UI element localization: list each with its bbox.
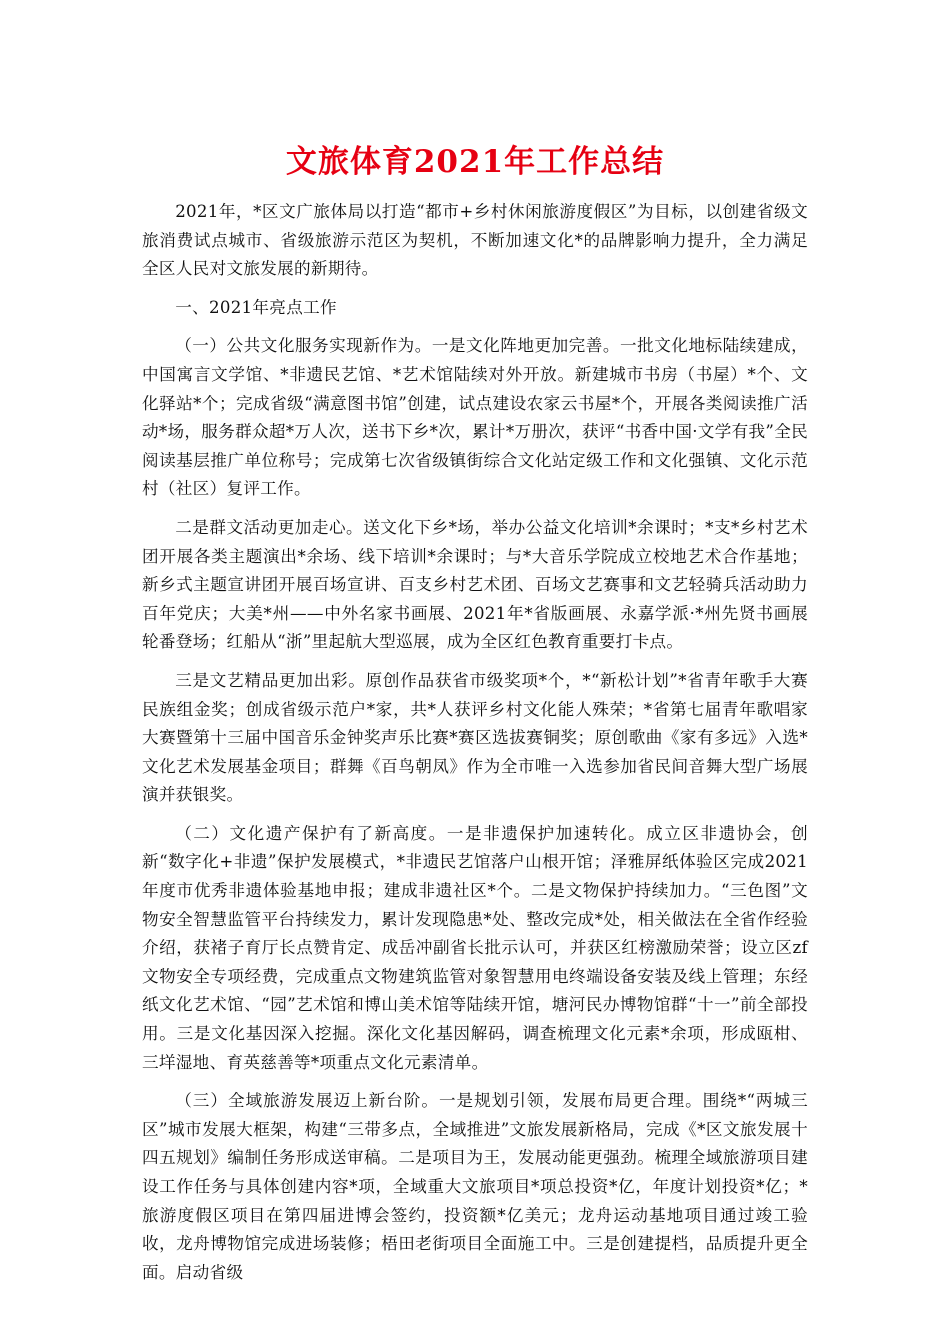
document-title: 文旅体育2021年工作总结 (285, 144, 665, 180)
intro-paragraph: 2021年，*区文广旅体局以打造“都市+乡村休闲旅游度假区”为目标，以创建省级文旅消费试点城市、省级旅游示范区为契机，不断加速文化*的品牌影响力提升，全力满足全区人民对文旅发展的新期待。 (142, 202, 808, 279)
paragraph-tourism: （三）全域旅游发展迈上新台阶。一是规划引领，发展布局更合理。围绕*“两城三区”城市发展大框架，构建“三带多点，全域推进”文旅发展新格局，完成《*区文旅发展十四五规划》编制任务形成送审稿。二是项目为王，发展动能更强劲。梳理全域旅游项目建设工作任务与具体创建内容*项，全域重大文旅项目*项总投资*亿，年度计划投资*亿；*旅游度假区项目在第四届进博会签约，投资额*亿美元；龙舟运动基地项目通过竣工验收，龙舟博物馆完成进场装修；梧田老街项目全面施工中。三是创建提档，品质提升更全面。启动省级 (142, 1091, 808, 1282)
paragraph-public-culture: （一）公共文化服务实现新作为。一是文化阵地更加完善。一批文化地标陆续建成，中国寓言文学馆、*非遗民艺馆、*艺术馆陆续对外开放。新建城市书房（书屋）*个、文化驿站*个；完成省级“满意图书馆”创建，试点建设农家云书屋*个，开展各类阅读推广活动*场，服务群众超*万人次，送书下乡*次，累计*万册次，获评“书香中国·文学有我”全民阅读基层推广单位称号；完成第七次省级镇街综合文化站定级工作和文化强镇、文化示范村（社区）复评工作。 (142, 336, 808, 499)
paragraph-heritage: （二）文化遗产保护有了新高度。一是非遗保护加速转化。成立区非遗协会，创新“数字化+非遗”保护发展模式，*非遗民艺馆落户山根开馆；泽雅屏纸体验区完成2021年度市优秀非遗体验基地申报；建成非遗社区*个。二是文物保护持续加力。“三色图”文物安全智慧监管平台持续发力，累计发现隐患*处、整改完成*处，相关做法在全省作经验介绍，获褚子育厅长点赞肯定、成岳冲副省长批示认可，并获区红榜激励荣誉；设立区zf文物安全专项经费，完成重点文物建筑监管对象智慧用电终端设备安装及线上管理；东经纸文化艺术馆、“园”艺术馆和博山美术馆等陆续开馆，塘河民办博物馆群“十一”前全部投用。三是文化基因深入挖掘。深化文化基因解码，调查梳理文化元素*余项，形成瓯柑、三垟湿地、育英慈善等*项重点文化元素清单。 (142, 823, 808, 1072)
paragraph-art-works: 三是文艺精品更加出彩。原创作品获省市级奖项*个，*“新松计划”*省青年歌手大赛民族组金奖；创成省级示范户*家，共*人获评乡村文化能人殊荣；*省第七届青年歌唱家大赛暨第十三届中国音乐金钟奖声乐比赛*赛区选拔赛铜奖；原创歌曲《家有多远》入选*文化艺术发展基金项目；群舞《百鸟朝凤》作为全市唯一入选参加省民间音舞大型广场展演并获银奖。 (142, 670, 808, 805)
section-heading: 一、2021年亮点工作 (175, 297, 337, 317)
paragraph-mass-culture: 二是群文活动更加走心。送文化下乡*场，举办公益文化培训*余课时；*支*乡村艺术团开展各类主题演出*余场、线下培训*余课时；与*大音乐学院成立校地艺术合作基地；新乡式主题宣讲团开展百场宣讲、百支乡村艺术团、百场文艺赛事和文艺轻骑兵活动助力百年党庆；大美*州——中外名家书画展、2021年*省版画展、永嘉学派·*州先贤书画展轮番登场；红船从“浙”里起航大型巡展，成为全区红色教育重要打卡点。 (142, 517, 808, 652)
